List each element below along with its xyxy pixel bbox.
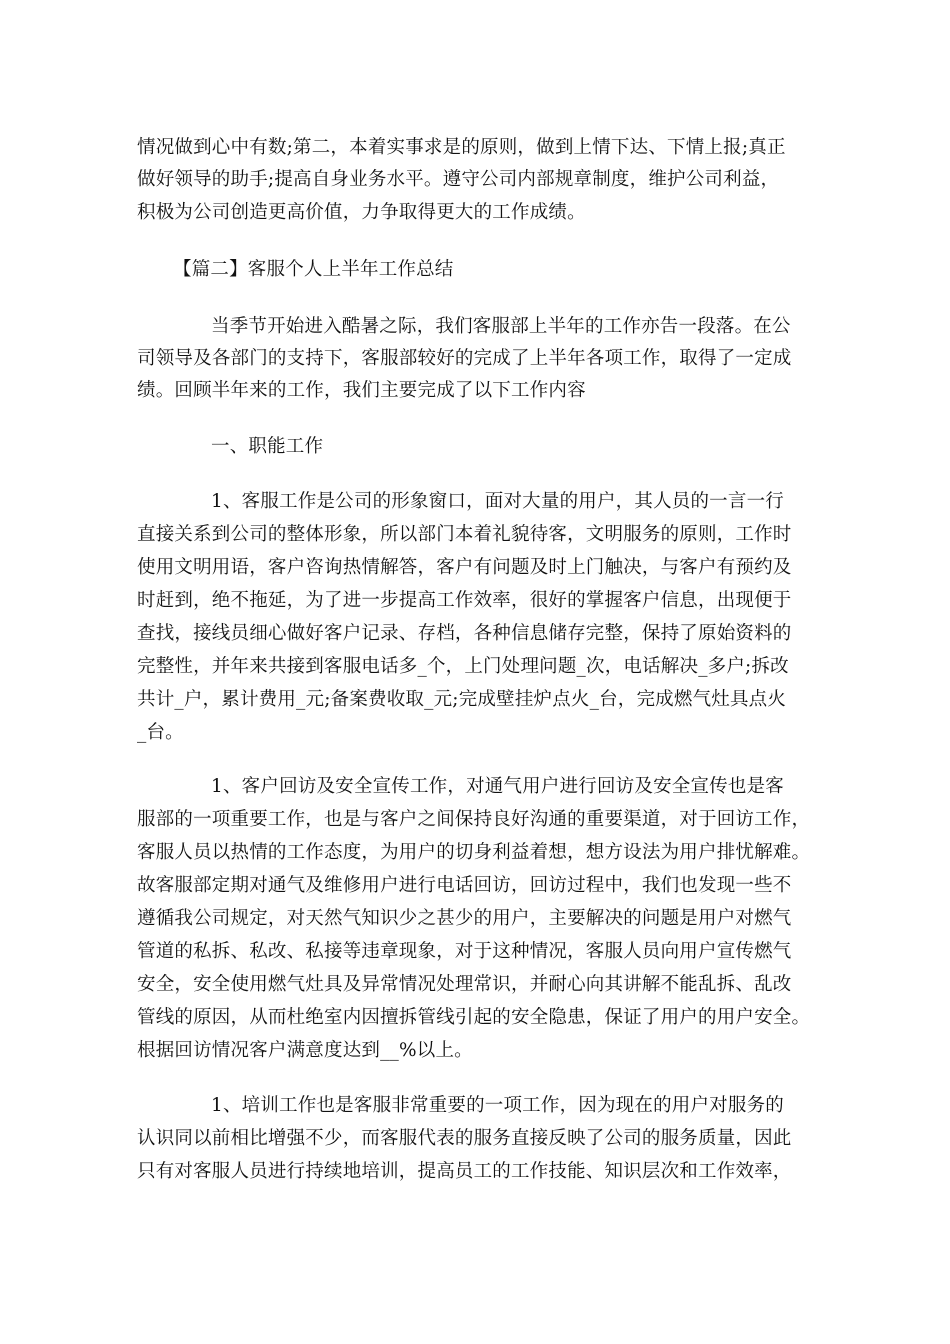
opening-line-2: 司领导及各部门的支持下，客服部较好的完成了上半年各项工作，取得了一定成 <box>137 348 792 369</box>
item3-line-2: 认识同以前相比增强不少，而客服代表的服务直接反映了公司的服务质量，因此 <box>137 1128 792 1149</box>
opening-line-3: 绩。回顾半年来的工作，我们主要完成了以下工作内容 <box>137 380 586 401</box>
item1-line-3: 使用文明用语，客户咨询热情解答，客户有问题及时上门触决，与客户有预约及 <box>137 557 792 578</box>
intro-line-1: 情况做到心中有数;第二，本着实事求是的原则，做到上情下达、下情上报;真正 <box>137 137 786 158</box>
item2-line-8: 管线的原因，从而杜绝室内因擅拆管线引起的安全隐患，保证了用户的用户安全。 <box>137 1007 811 1028</box>
item1-line-8: _台。 <box>137 722 184 743</box>
section-heading: 【篇二】客服个人上半年工作总结 <box>173 259 454 280</box>
item2-line-3: 客服人员以热情的工作态度，为用户的切身利益着想，想方设法为用户排忧解难。 <box>137 842 811 863</box>
opening-line-1: 当季节开始进入酷暑之际，我们客服部上半年的工作亦告一段落。在公 <box>211 316 791 337</box>
item1-line-7: 共计_户，累计费用_元;备案费收取_元;完成壁挂炉点火_台，完成燃气灶具点火 <box>137 689 787 710</box>
item2-line-9: 根据回访情况客户满意度达到__%以上。 <box>137 1040 473 1061</box>
subheading: 一、职能工作 <box>211 436 324 457</box>
item1-line-1: 1、客服工作是公司的形象窗口，面对大量的用户，其人员的一言一行 <box>211 491 784 512</box>
item2-line-2: 服部的一项重要工作，也是与客户之间保持良好沟通的重要渠道，对于回访工作， <box>137 809 811 830</box>
item1-line-2: 直接关系到公司的整体形象，所以部门本着礼貌待客，文明服务的原则，工作时 <box>137 524 792 545</box>
item2-line-4: 故客服部定期对通气及维修用户进行电话回访，回访过程中，我们也发现一些不 <box>137 875 792 896</box>
item2-line-1: 1、客户回访及安全宣传工作，对通气用户进行回访及安全宣传也是客 <box>211 776 784 797</box>
intro-line-3: 积极为公司创造更高价值，力争取得更大的工作成绩。 <box>137 202 586 223</box>
item1-line-5: 查找，接线员细心做好客户记录、存档，各种信息储存完整，保持了原始资料的 <box>137 623 792 644</box>
item1-line-4: 时赶到，绝不拖延，为了进一步提高工作效率，很好的掌握客户信息，出现便于 <box>137 590 792 611</box>
item3-line-1: 1、培训工作也是客服非常重要的一项工作，因为现在的用户对服务的 <box>211 1095 784 1116</box>
item3-line-3: 只有对客服人员进行持续地培训，提高员工的工作技能、知识层次和工作效率， <box>137 1161 792 1182</box>
item2-line-5: 遵循我公司规定，对天然气知识少之甚少的用户，主要解决的问题是用户对燃气 <box>137 908 792 929</box>
item2-line-7: 安全，安全使用燃气灶具及异常情况处理常识，并耐心向其讲解不能乱拆、乱改 <box>137 974 792 995</box>
item2-line-6: 管道的私拆、私改、私接等违章现象，对于这种情况，客服人员向用户宣传燃气 <box>137 941 792 962</box>
intro-line-2: 做好领导的助手;提高自身业务水平。遵守公司内部规章制度，维护公司利益， <box>137 169 780 190</box>
item1-line-6: 完整性，并年来共接到客服电话多_个，上门处理问题_次，电话解决_多户;拆改 <box>137 656 789 677</box>
